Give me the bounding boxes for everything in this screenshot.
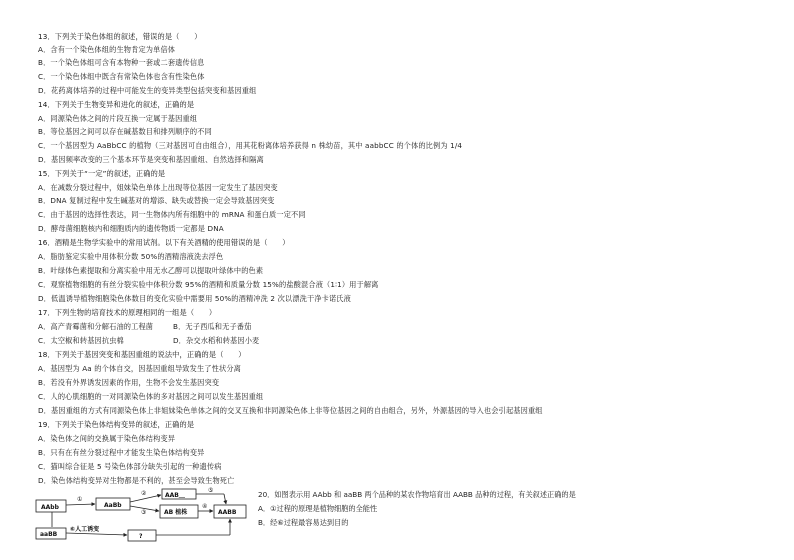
step-5-label: ⑤ — [208, 487, 214, 494]
question-13-stem: 13．下列关于染色体组的叙述，错误的是（ ） — [38, 32, 202, 41]
question-17-option-a: A．高产青霉菌和分解石油的工程菌 — [38, 322, 154, 331]
question-20-option-b: B．经⑥过程最容易达到目的 — [258, 518, 349, 527]
question-13-option-a: A．含有一个染色体组的生物肯定为单倍体 — [38, 45, 176, 54]
label-aab-top: AAB＿ — [165, 492, 185, 499]
question-18-option-b: B．若没有外界诱发因素的作用，生物不会发生基因突变 — [38, 378, 220, 387]
question-18-option-a: A．基因型为 Aa 的个体自交，因基因重组导致发生了性状分离 — [38, 364, 241, 373]
question-20-option-a: A．①过程的原理是植物细胞的全能性 — [258, 504, 378, 513]
label-unknown: ? — [139, 533, 143, 540]
question-14-option-c: C．一个基因型为 AaBbCC 的植物（三对基因可自由组合），用其花粉离体培养获得 n 株幼苗，其中 aabbCC 的个体的比例为 1/4 — [38, 141, 463, 150]
question-16-option-c: C．观察植物细胞的有丝分裂实验中体积分数 95%的酒精和质量分数 15%的盐酸混合液（1∶1）用于解离 — [38, 280, 379, 289]
label-aabb-final: AABB — [218, 509, 237, 516]
question-17-stem: 17．下列生物的培育技术的原理相同的一组是（ ） — [38, 308, 217, 317]
question-14-option-b: B．等位基因之间可以存在碱基数目和排列顺序的不同 — [38, 127, 212, 136]
question-16-option-b: B．叶绿体色素提取和分离实验中用无水乙醇可以提取叶绿体中的色素 — [38, 266, 264, 275]
question-13-option-b: B．一个染色体组可含有本物种一套或二套遗传信息 — [38, 58, 205, 67]
question-19-option-d: D．染色体结构变异对生物都是不利的，甚至会导致生物死亡 — [38, 476, 235, 485]
question-18-stem: 18．下列关于基因突变和基因重组的说法中，正确的是（ ） — [38, 350, 246, 359]
question-17-options-row-2 — [38, 336, 259, 345]
question-16-option-a: A．脂肪鉴定实验中用体积分数 50%的酒精溶液洗去浮色 — [38, 252, 224, 261]
label-aabb-mid: AaBb — [104, 502, 122, 509]
question-17-options-row-1 — [38, 322, 251, 331]
step-4-label: ④ — [202, 503, 208, 510]
question-19-option-a: A．染色体之间的交换属于染色体结构变异 — [38, 434, 176, 443]
question-17-option-c: C．太空椒和转基因抗虫棉 — [38, 336, 124, 345]
label-mutate: ⑥人工诱变 — [70, 526, 100, 533]
question-19-option-b: B．只有在有丝分裂过程中才能发生染色体结构变异 — [38, 448, 205, 457]
question-15-option-b: B．DNA 复制过程中发生碱基对的增添、缺失或替换一定会导致基因突变 — [38, 196, 275, 205]
question-20-stem: 20．如图表示用 AAbb 和 aaBB 两个品种的某农作物培育出 AABB 品种的过程，有关叙述正确的是 — [258, 490, 576, 499]
question-15-option-a: A．在减数分裂过程中，姐妹染色单体上出现等位基因一定发生了基因突变 — [38, 183, 278, 192]
breeding-diagram — [34, 486, 254, 544]
question-18-option-d: D．基因重组的方式有同源染色体上非姐妹染色单体之间的交叉互换和非同源染色体上非等位基因之间的自由组合，另外，外源基因的导入也会引起基因重组 — [38, 406, 543, 415]
question-14-stem: 14．下列关于生物变异和进化的叙述，正确的是 — [38, 100, 195, 109]
step-1-label: ① — [77, 496, 83, 503]
label-ab-plant: AB 植株 — [164, 509, 188, 516]
question-19-option-c: C．猫叫综合征是 5 号染色体部分缺失引起的一种遗传病 — [38, 462, 222, 471]
question-15-option-c: C．由于基因的选择性表达，同一生物体内所有细胞中的 mRNA 和蛋白质一定不同 — [38, 210, 306, 219]
step-3-label: ③ — [141, 509, 147, 516]
question-15-stem: 15．下列关于“一定”的叙述，正确的是 — [38, 169, 166, 178]
question-13-option-c: C．一个染色体组中既含有常染色体也含有性染色体 — [38, 72, 205, 81]
step-2-label: ② — [141, 490, 147, 497]
label-aabb-top: AAbb — [41, 504, 59, 511]
question-19-stem: 19．下列关于染色体结构变异的叙述，正确的是 — [38, 420, 195, 429]
question-18-option-c: C．人的心肌细胞的一对同源染色体的多对基因之间可以发生基因重组 — [38, 392, 264, 401]
label-aabb-bottom: aaBB — [40, 531, 58, 538]
question-16-stem: 16．酒精是生物学实验中的常用试剂。以下有关酒精的使用错误的是（ ） — [38, 238, 290, 247]
question-14-option-d: D．基因频率改变的三个基本环节是突变和基因重组、自然选择和隔离 — [38, 155, 264, 164]
question-17-option-b: B．无子西瓜和无子番茄 — [173, 322, 252, 331]
question-15-option-d: D．酵母菌细胞核内和细胞质内的遗传物质一定都是 DNA — [38, 224, 224, 233]
question-17-option-d: D．杂交水稻和转基因小麦 — [173, 336, 260, 345]
question-13-option-d: D．花药离体培养的过程中可能发生的变异类型包括突变和基因重组 — [38, 86, 257, 95]
question-16-option-d: D．低温诱导植物细胞染色体数目的变化实验中需要用 50%的酒精冲洗 2 次以漂洗干净卡诺氏液 — [38, 294, 351, 303]
question-14-option-a: A．同源染色体之间的片段互换一定属于基因重组 — [38, 114, 198, 123]
